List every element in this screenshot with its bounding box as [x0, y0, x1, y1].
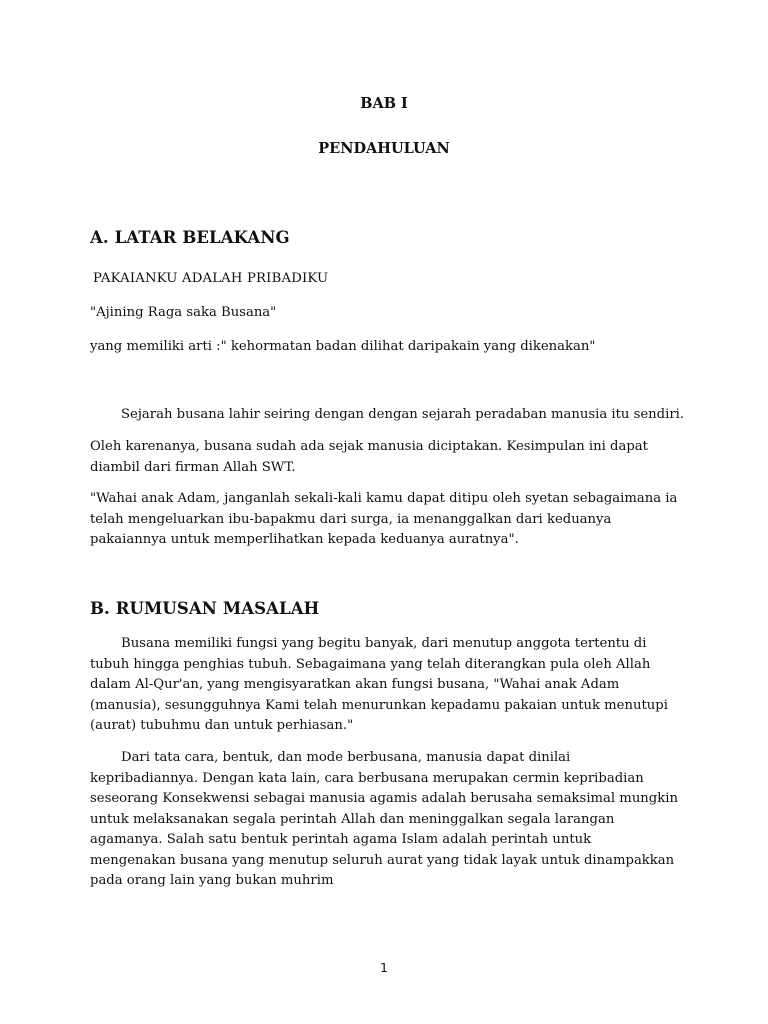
- section-a-paragraph-1: Sejarah busana lahir seiring dengan dengan sejarah peradaban manusia itu sendiri.: [121, 407, 685, 422]
- section-b-paragraph-1: Busana memiliki fungsi yang begitu banyak, dari menutup anggota tertentu di tubuh hingga penghias tubuh. Sebagaimana yang telah diterangkan pula oleh Allah dalam Al-Qur'an, yang mengisyaratkan akan fungsi busana, "Wahai anak Adam (manusia), sesungguhnya Kami telah menurunkan kepadamu pakaian untuk menutupi (aurat) tubuhmu dan untuk perhiasan.": [90, 636, 668, 733]
- chapter-title: PENDAHULUAN: [318, 140, 450, 157]
- motto-meaning: yang memiliki arti :" kehormatan badan dilihat daripakain yang dikenakan": [90, 339, 596, 354]
- section-b-paragraph-2: Dari tata cara, bentuk, dan mode berbusana, manusia dapat dinilai kepribadiannya. Dengan kata lain, cara berbusana merupakan cermin kepribadian seseorang Konsekwensi sebagai manusia agamis adalah berusaha semaksimal mungkin untuk melaksanakan segala perintah Allah dan meninggalkan segala larangan agamanya. Salah satu bentuk perintah agama Islam adalah perintah untuk mengenakan busana yang menutup seluruh aurat yang tidak layak untuk dinampakkan pada orang lain yang bukan muhrim: [90, 750, 678, 888]
- section-a-paragraph-3: "Wahai anak Adam, janganlah sekali-kali kamu dapat ditipu oleh syetan sebagaimana ia telah mengeluarkan ibu-bapakmu dari surga, ia menanggalkan dari keduanya pakaiannya untuk memperlihatkan kepada keduanya auratnya".: [90, 491, 678, 547]
- chapter-number: BAB I: [360, 95, 408, 112]
- motto-title: PAKAIANKU ADALAH PRIBADIKU: [93, 271, 329, 286]
- section-b-heading: B. RUMUSAN MASALAH: [90, 599, 320, 618]
- page-number: 1: [380, 960, 388, 975]
- section-a-heading: A. LATAR BELAKANG: [90, 228, 290, 247]
- motto-quote: "Ajining Raga saka Busana": [90, 305, 277, 320]
- section-a-paragraph-2: Oleh karenanya, busana sudah ada sejak manusia diciptakan. Kesimpulan ini dapat diambil dari firman Allah SWT.: [90, 439, 648, 475]
